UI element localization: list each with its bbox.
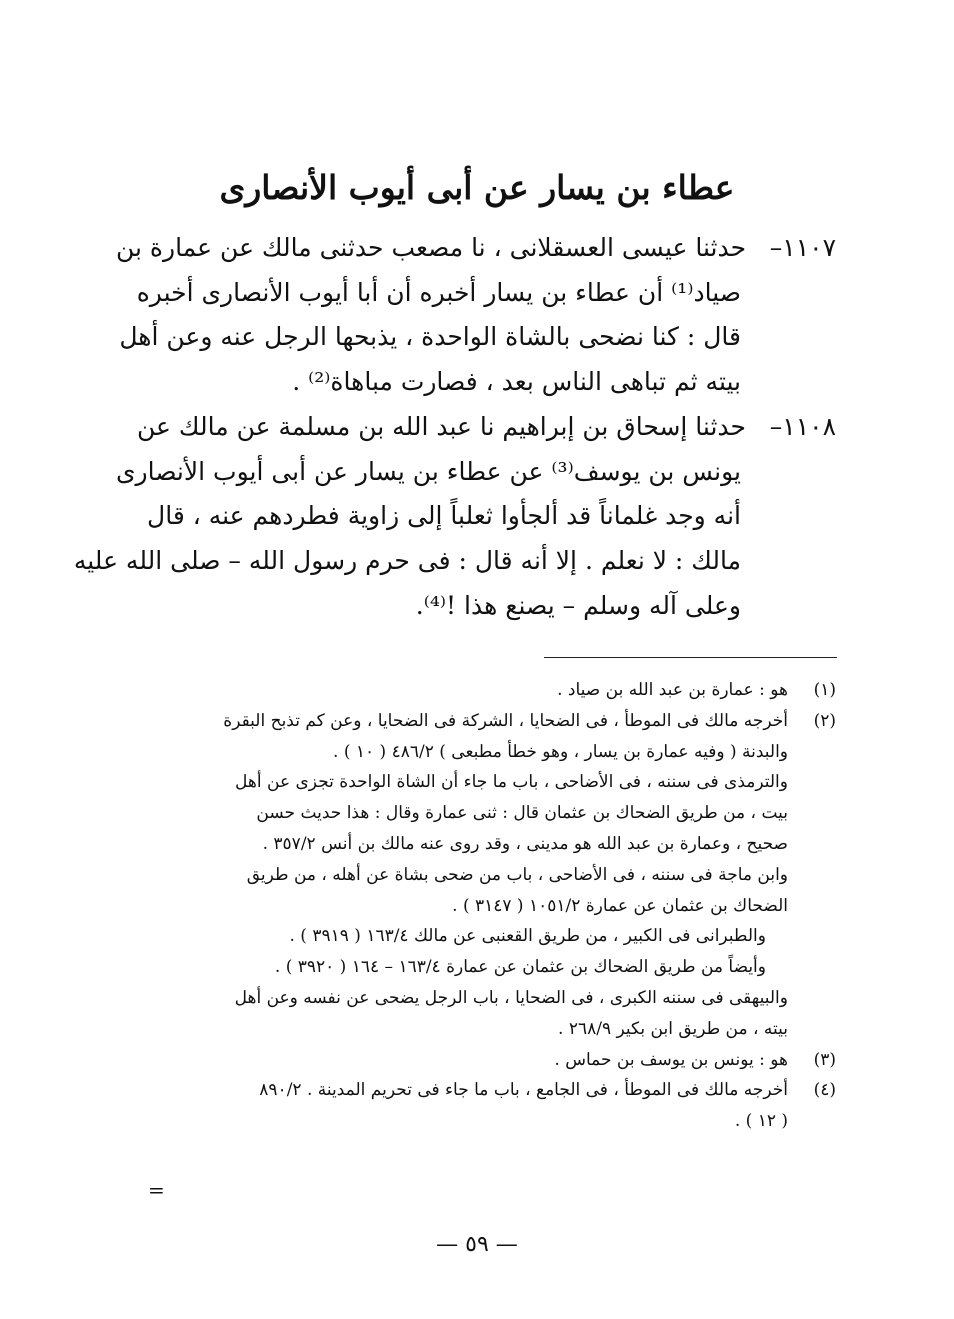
page-number: — ٥٩ — xyxy=(436,1232,518,1257)
footnote-line: صحيح ، وعمارة بن عبد الله هو مدينى ، وقد روى عنه مالك بن أنس ٣٥٧/٢ . xyxy=(262,833,788,854)
hadith-line: أنه وجد غلماناً قد ألجأوا ثعلباً إلى زاوية فطردهم عنه ، قال xyxy=(147,501,741,531)
footnote-3 xyxy=(121,1045,836,1076)
footnote-line: أخرجه مالك فى الموطأ ، فى الجامع ، باب ما جاء فى تحريم المدينة . ٨٩٠/٢ xyxy=(259,1080,788,1101)
footnote-line: والطبرانى فى الكبير ، من طريق القعنبى عن مالك ١٦٣/٤ ( ٣٩١٩ ) . xyxy=(289,926,766,947)
footnote-2 xyxy=(121,706,836,737)
hadith-line: بيته ثم تباهى الناس بعد ، فصارت مباهاة⁽²⁾ . xyxy=(292,367,741,397)
chapter-title: عطاء بن يسار عن أبى أيوب الأنصارى xyxy=(219,168,735,207)
footnote-text: هو : عمارة بن عبد الله بن صياد . xyxy=(557,680,788,700)
hadith-1108 xyxy=(73,405,836,629)
hadith-line: يونس بن يوسف⁽³⁾ عن عطاء بن يسار عن أبى أيوب الأنصارى xyxy=(115,456,741,486)
hadith-line: مالك : لا نعلم . إلا أنه قال : فى حرم رسول الله – صلى الله عليه xyxy=(73,546,741,576)
hadith-line: قال : كنا نضحى بالشاة الواحدة ، يذبحها الرجل عنه وعن أهل xyxy=(119,322,741,352)
footnote-line: أخرجه مالك فى الموطأ ، فى الضحايا ، الشركة فى الضحايا ، وعن كم تذبح البقرة xyxy=(223,710,788,731)
hadith-number: ١١٠٨– xyxy=(769,412,836,441)
footnote-number: (٣) xyxy=(813,1049,836,1070)
footnote-line: ( ١٢ ) . xyxy=(734,1111,788,1132)
footnotes xyxy=(121,675,836,1137)
footnote-line: بيته ، من طريق ابن بكير ٢٦٨/٩ . xyxy=(558,1018,788,1039)
hadith-1107 xyxy=(116,226,836,405)
footnote-line: والبيهقى فى سننه الكبرى ، فى الضحايا ، باب الرجل يضحى عن نفسه وعن أهل xyxy=(234,987,788,1008)
hadith-line: صياد⁽¹⁾ أن عطاء بن يسار أخبره أن أبا أيوب الأنصارى أخبره xyxy=(136,277,741,307)
continuation-mark: = xyxy=(148,1178,165,1202)
hadith-line: وعلى آله وسلم – يصنع هذا !⁽⁴⁾. xyxy=(415,590,741,620)
footnote-text: هو : يونس بن يوسف بن حماس . xyxy=(554,1049,788,1070)
footnote-line: والترمذى فى سننه ، فى الأضاحى ، باب ما جاء أن الشاة الواحدة تجزى عن أهل xyxy=(235,772,788,793)
footnote-1 xyxy=(121,675,836,706)
hadith-line: حدثنا إسحاق بن إبراهيم نا عبد الله بن مسلمة عن مالك عن xyxy=(137,412,746,441)
footnote-number: (١) xyxy=(813,680,836,700)
footnote-line: الضحاك بن عثمان عن عمارة ١٠٥١/٢ ( ٣١٤٧ ) . xyxy=(452,895,788,916)
footnote-line: وابن ماجة فى سننه ، فى الأضاحى ، باب من ضحى بشاة عن أهله ، من طريق xyxy=(246,864,788,885)
footnote-4 xyxy=(121,1075,836,1106)
footnote-line: وأيضاً من طريق الضحاك بن عثمان عن عمارة ١٦٣/٤ – ١٦٤ ( ٣٩٢٠ ) . xyxy=(274,957,766,978)
hadith-number: ١١٠٧– xyxy=(769,233,836,262)
footnote-separator xyxy=(544,657,837,658)
footnote-line: والبدنة ( وفيه عمارة بن يسار ، وهو خطأ مطبعى ) ٤٨٦/٢ ( ١٠ ) . xyxy=(333,741,788,762)
footnote-number: (٢) xyxy=(813,710,836,731)
hadith-line: حدثنا عيسى العسقلانى ، نا مصعب حدثنى مالك عن عمارة بن xyxy=(116,233,747,262)
footnote-line: بيت ، من طريق الضحاك بن عثمان قال : ثنى عمارة وقال : هذا حديث حسن xyxy=(256,803,788,824)
footnote-number: (٤) xyxy=(813,1080,836,1101)
